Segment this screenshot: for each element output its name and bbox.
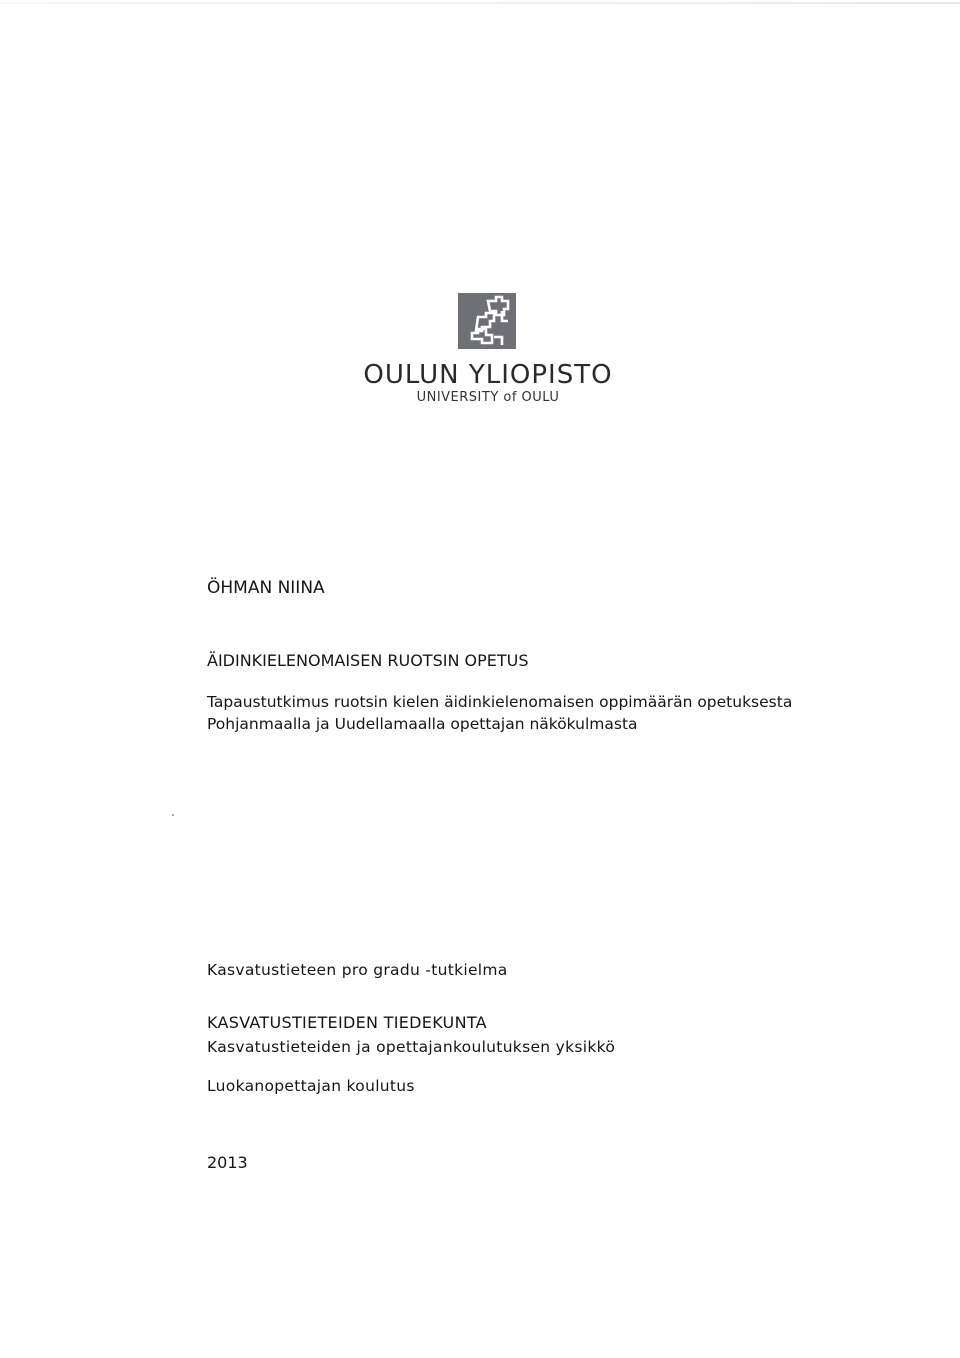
publication-year: 2013 (207, 1153, 248, 1172)
university-name-en: UNIVERSITY of OULU (416, 390, 560, 405)
faculty-name: KASVATUSTIETEIDEN TIEDEKUNTA (207, 1013, 487, 1032)
thesis-title: ÄIDINKIELENOMAISEN RUOTSIN OPETUS (207, 651, 529, 670)
university-name: OULUN YLIOPISTO (363, 360, 613, 390)
department-name: Kasvatustieteiden ja opettajankoulutuksen yksikkö (207, 1038, 616, 1056)
author-name: ÖHMAN NIINA (207, 578, 325, 598)
scan-edge (0, 2, 960, 4)
university-emblem-icon (458, 293, 516, 349)
thesis-type: Kasvatustieteen pro gradu -tutkielma (207, 961, 508, 979)
thesis-subtitle-line-2: Pohjanmaalla ja Uudellamaalla opettajan näkökulmasta (207, 715, 638, 733)
thesis-subtitle-line-1: Tapaustutkimus ruotsin kielen äidinkielenomaisen oppimäärän opetuksesta (207, 693, 793, 711)
scan-speck (172, 814, 174, 816)
programme-name: Luokanopettajan koulutus (207, 1077, 415, 1095)
